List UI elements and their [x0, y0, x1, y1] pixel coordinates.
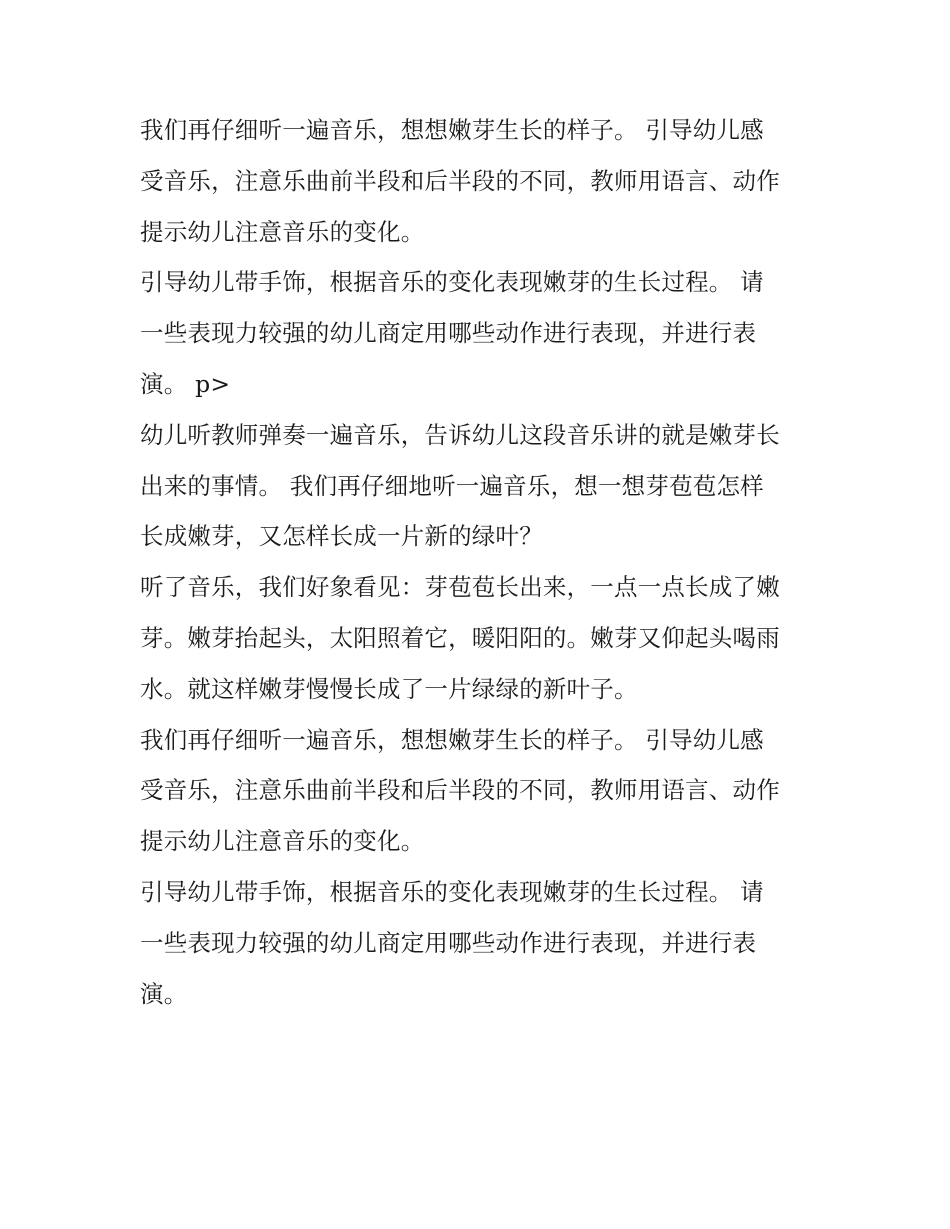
text-line: 受音乐，注意乐曲前半段和后半段的不同，教师用语言、动作	[140, 776, 780, 805]
text-line: 受音乐，注意乐曲前半段和后半段的不同，教师用语言、动作	[140, 166, 780, 195]
text-line: 一些表现力较强的幼儿商定用哪些动作进行表现，并进行表	[140, 928, 757, 957]
text-line: 水。就这样嫩芽慢慢长成了一片绿绿的新叶子。	[140, 674, 638, 703]
text-line: 听了音乐，我们好象看见：芽苞苞长出来，一点一点长成了嫩	[140, 573, 780, 602]
text-line: 芽。嫩芽抬起头，太阳照着它，暖阳阳的。嫩芽又仰起头喝雨	[140, 623, 780, 652]
text-line: 引导幼儿带手饰，根据音乐的变化表现嫩芽的生长过程。 请	[140, 268, 764, 297]
paragraph-2	[140, 262, 820, 414]
text-line: 演。	[140, 979, 188, 1008]
paragraph-5	[140, 720, 820, 872]
document-page	[140, 110, 820, 1024]
text-line: 我们再仔细听一遍音乐，想想嫩芽生长的样子。 引导幼儿感	[140, 116, 764, 144]
text-line: 出来的事情。 我们再仔细地听一遍音乐，想一想芽苞苞怎样	[140, 471, 764, 500]
text-line: 提示幼儿注意音乐的变化。	[140, 827, 425, 856]
paragraph-4	[140, 567, 820, 719]
paragraph-1	[140, 110, 820, 262]
paragraph-6	[140, 872, 820, 1024]
text-line: 一些表现力较强的幼儿商定用哪些动作进行表现，并进行表	[140, 319, 757, 348]
text-line: 提示幼儿注意音乐的变化。	[140, 217, 425, 246]
text-line: 长成嫩芽，又怎样长成一片新的绿叶？	[140, 522, 543, 551]
text-line: 我们再仔细听一遍音乐，想想嫩芽生长的样子。 引导幼儿感	[140, 725, 764, 754]
text-line: 引导幼儿带手饰，根据音乐的变化表现嫩芽的生长过程。 请	[140, 877, 764, 906]
text-line: 幼儿听教师弹奏一遍音乐，告诉幼儿这段音乐讲的就是嫩芽长	[140, 420, 780, 449]
paragraph-3	[140, 415, 820, 567]
text-line: 演。 p>	[140, 369, 231, 398]
